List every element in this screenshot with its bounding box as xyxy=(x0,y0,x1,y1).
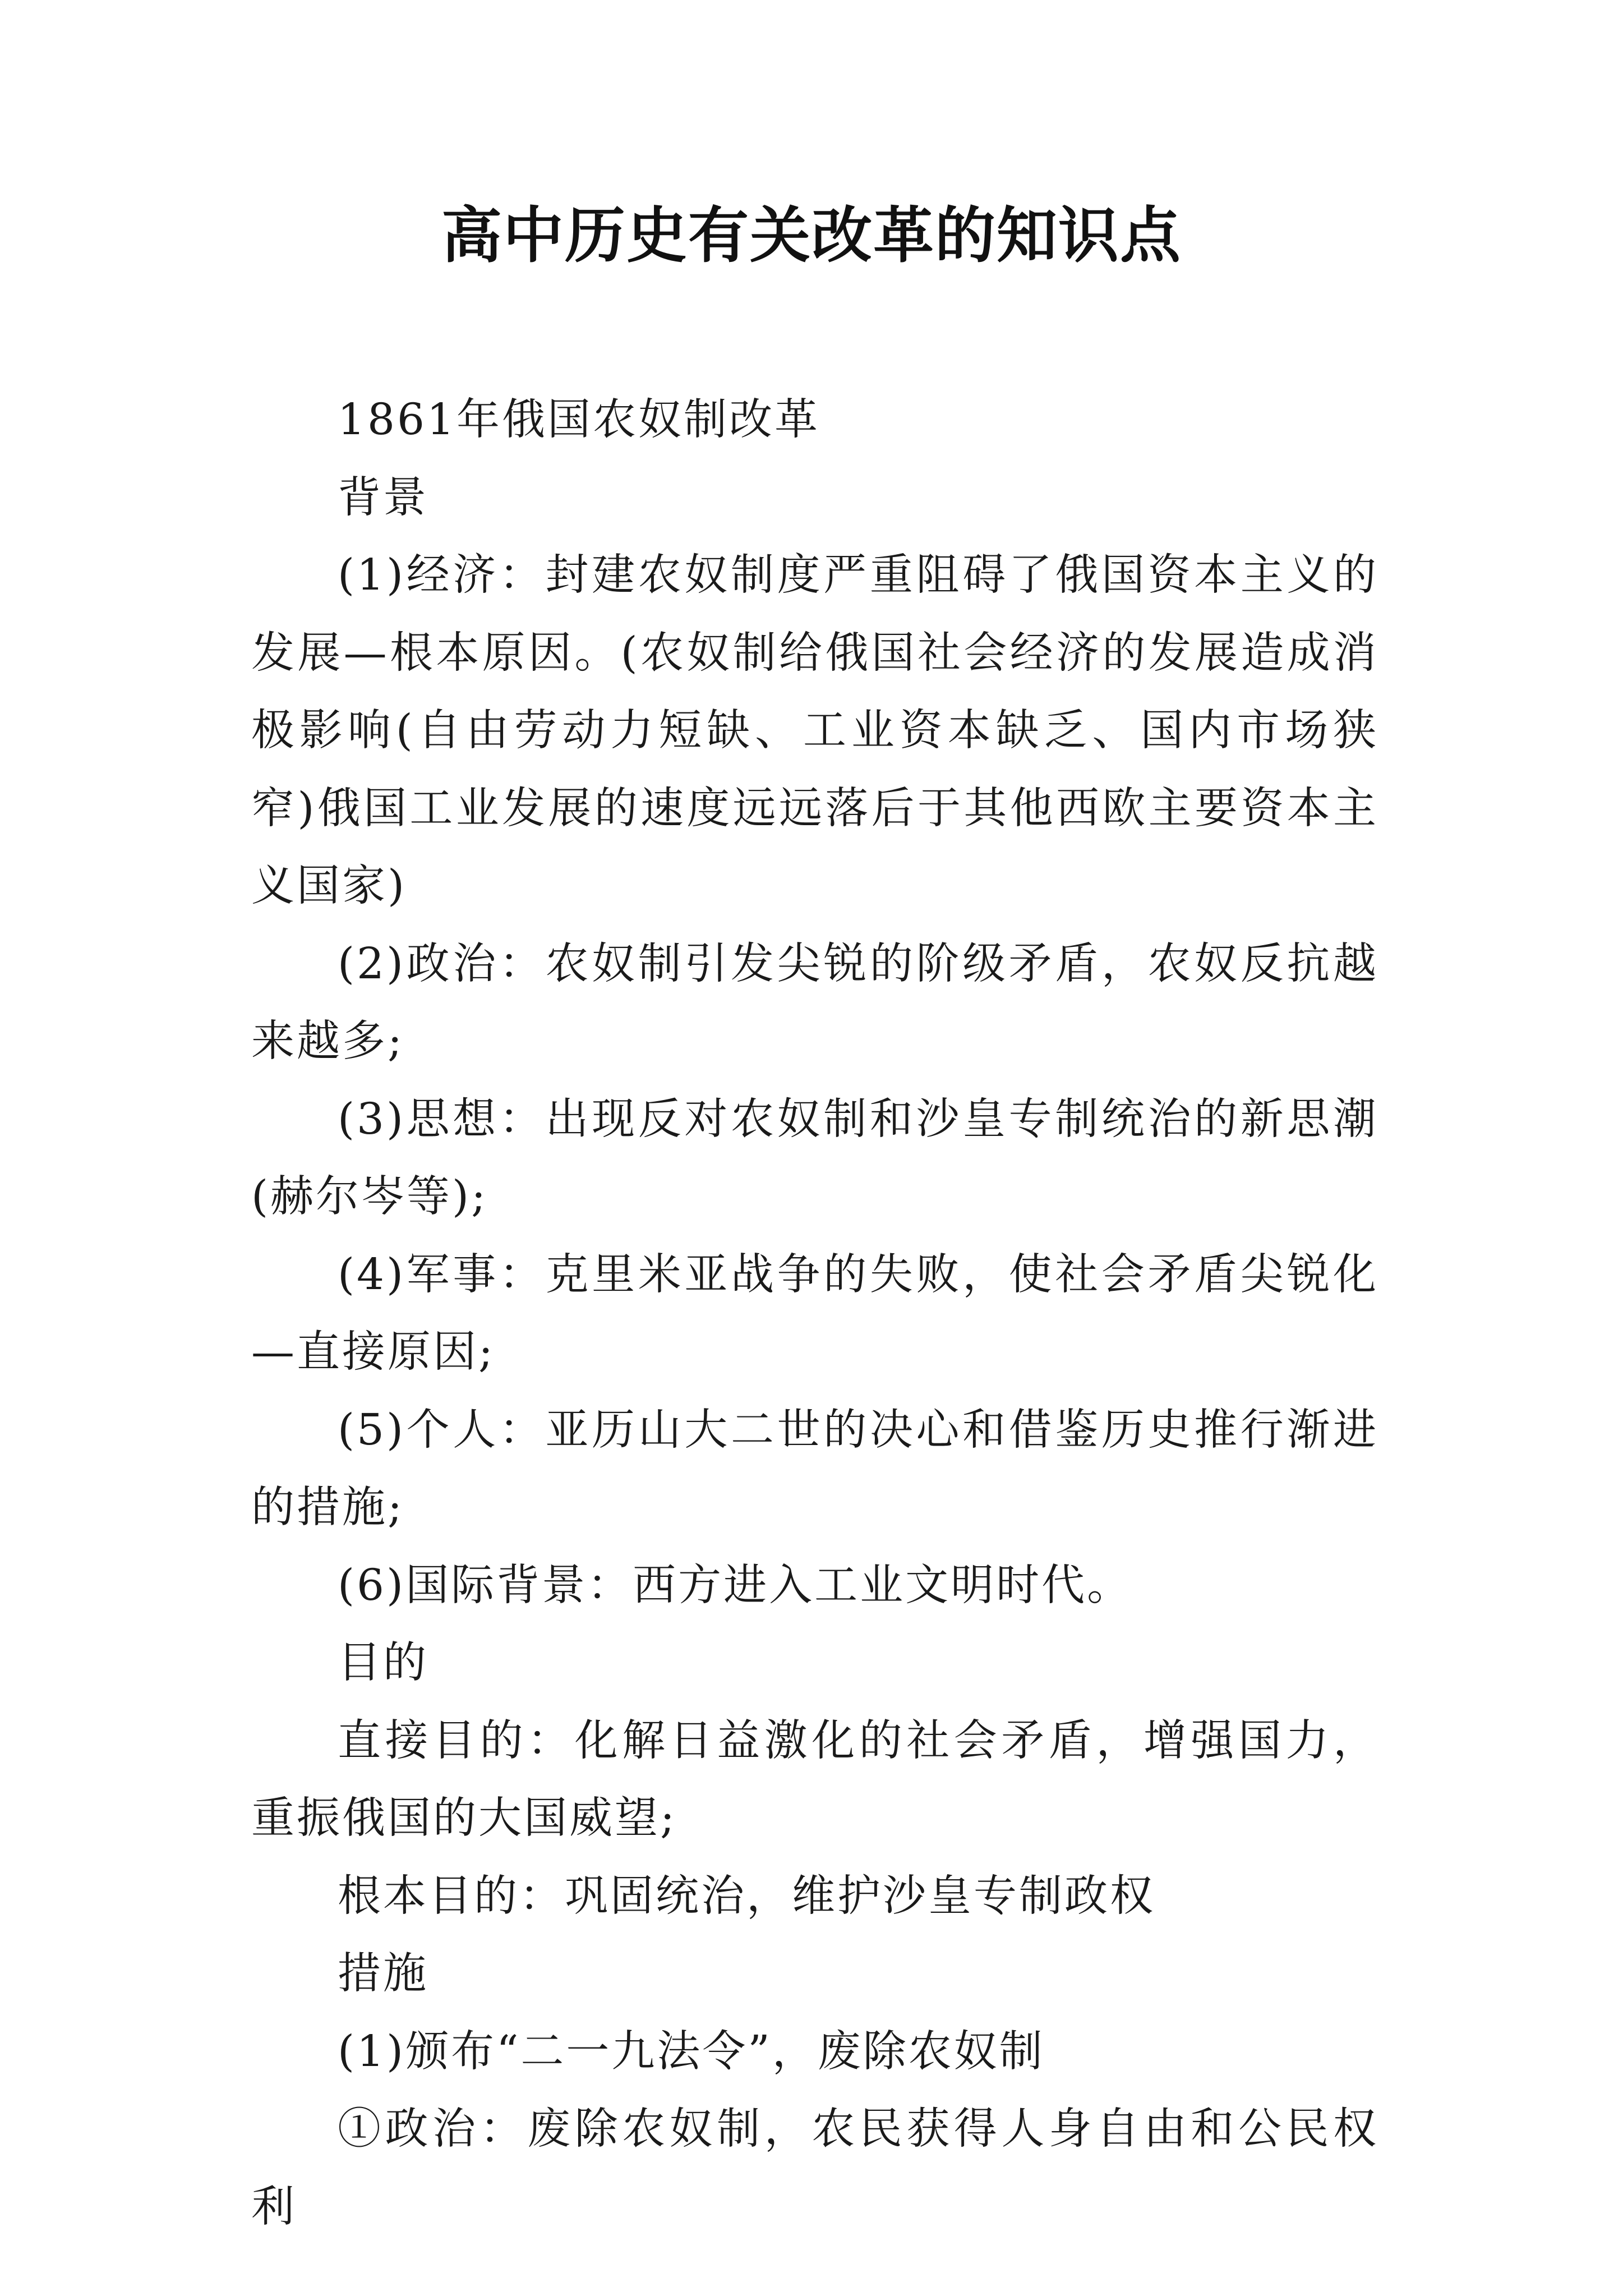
document-title: 高中历史有关改革的知识点 xyxy=(441,200,1182,271)
subheading-background: 背景 xyxy=(338,472,428,523)
paragraph: (6)国际背景：西方进入工业文明时代。 xyxy=(338,1560,1133,1611)
paragraph: (5)个人：亚历山大二世的决心和借鉴历史推行渐进的措施; xyxy=(251,1405,1378,1533)
paragraph: (2)政治：农奴制引发尖锐的阶级矛盾，农奴反抗越来越多; xyxy=(251,938,1378,1066)
paragraph: (1)经济：封建农奴制度严重阻碍了俄国资本主义的发展—根本原因。(农奴制给俄国社会经济的发展造成消极影响(自由劳动力短缺、工业资本缺乏、国内市场狭窄)俄国工业发展的速度远远落后于其他西欧主要资本主义国家) xyxy=(251,550,1378,911)
paragraph: 直接目的：化解日益激化的社会矛盾，增强国力，重振俄国的大国威望; xyxy=(251,1715,1378,1843)
document-body xyxy=(251,381,1378,2246)
subheading-measures: 措施 xyxy=(338,1949,428,1999)
subheading-purpose: 目的 xyxy=(338,1638,428,1688)
paragraph: 根本目的：巩固统治，维护沙皇专制政权 xyxy=(338,1871,1155,1921)
paragraph: (3)思想：出现反对农奴制和沙皇专制统治的新思潮(赫尔岑等); xyxy=(251,1094,1378,1222)
paragraph: ①政治：废除农奴制，农民获得人身自由和公民权利 xyxy=(251,2104,1378,2232)
section-heading: 1861年俄国农奴制改革 xyxy=(338,395,820,445)
paragraph: (4)军事：克里米亚战争的失败，使社会矛盾尖锐化—直接原因; xyxy=(251,1249,1378,1377)
paragraph: (1)颁布“二一九法令”，废除农奴制 xyxy=(338,2026,1045,2077)
